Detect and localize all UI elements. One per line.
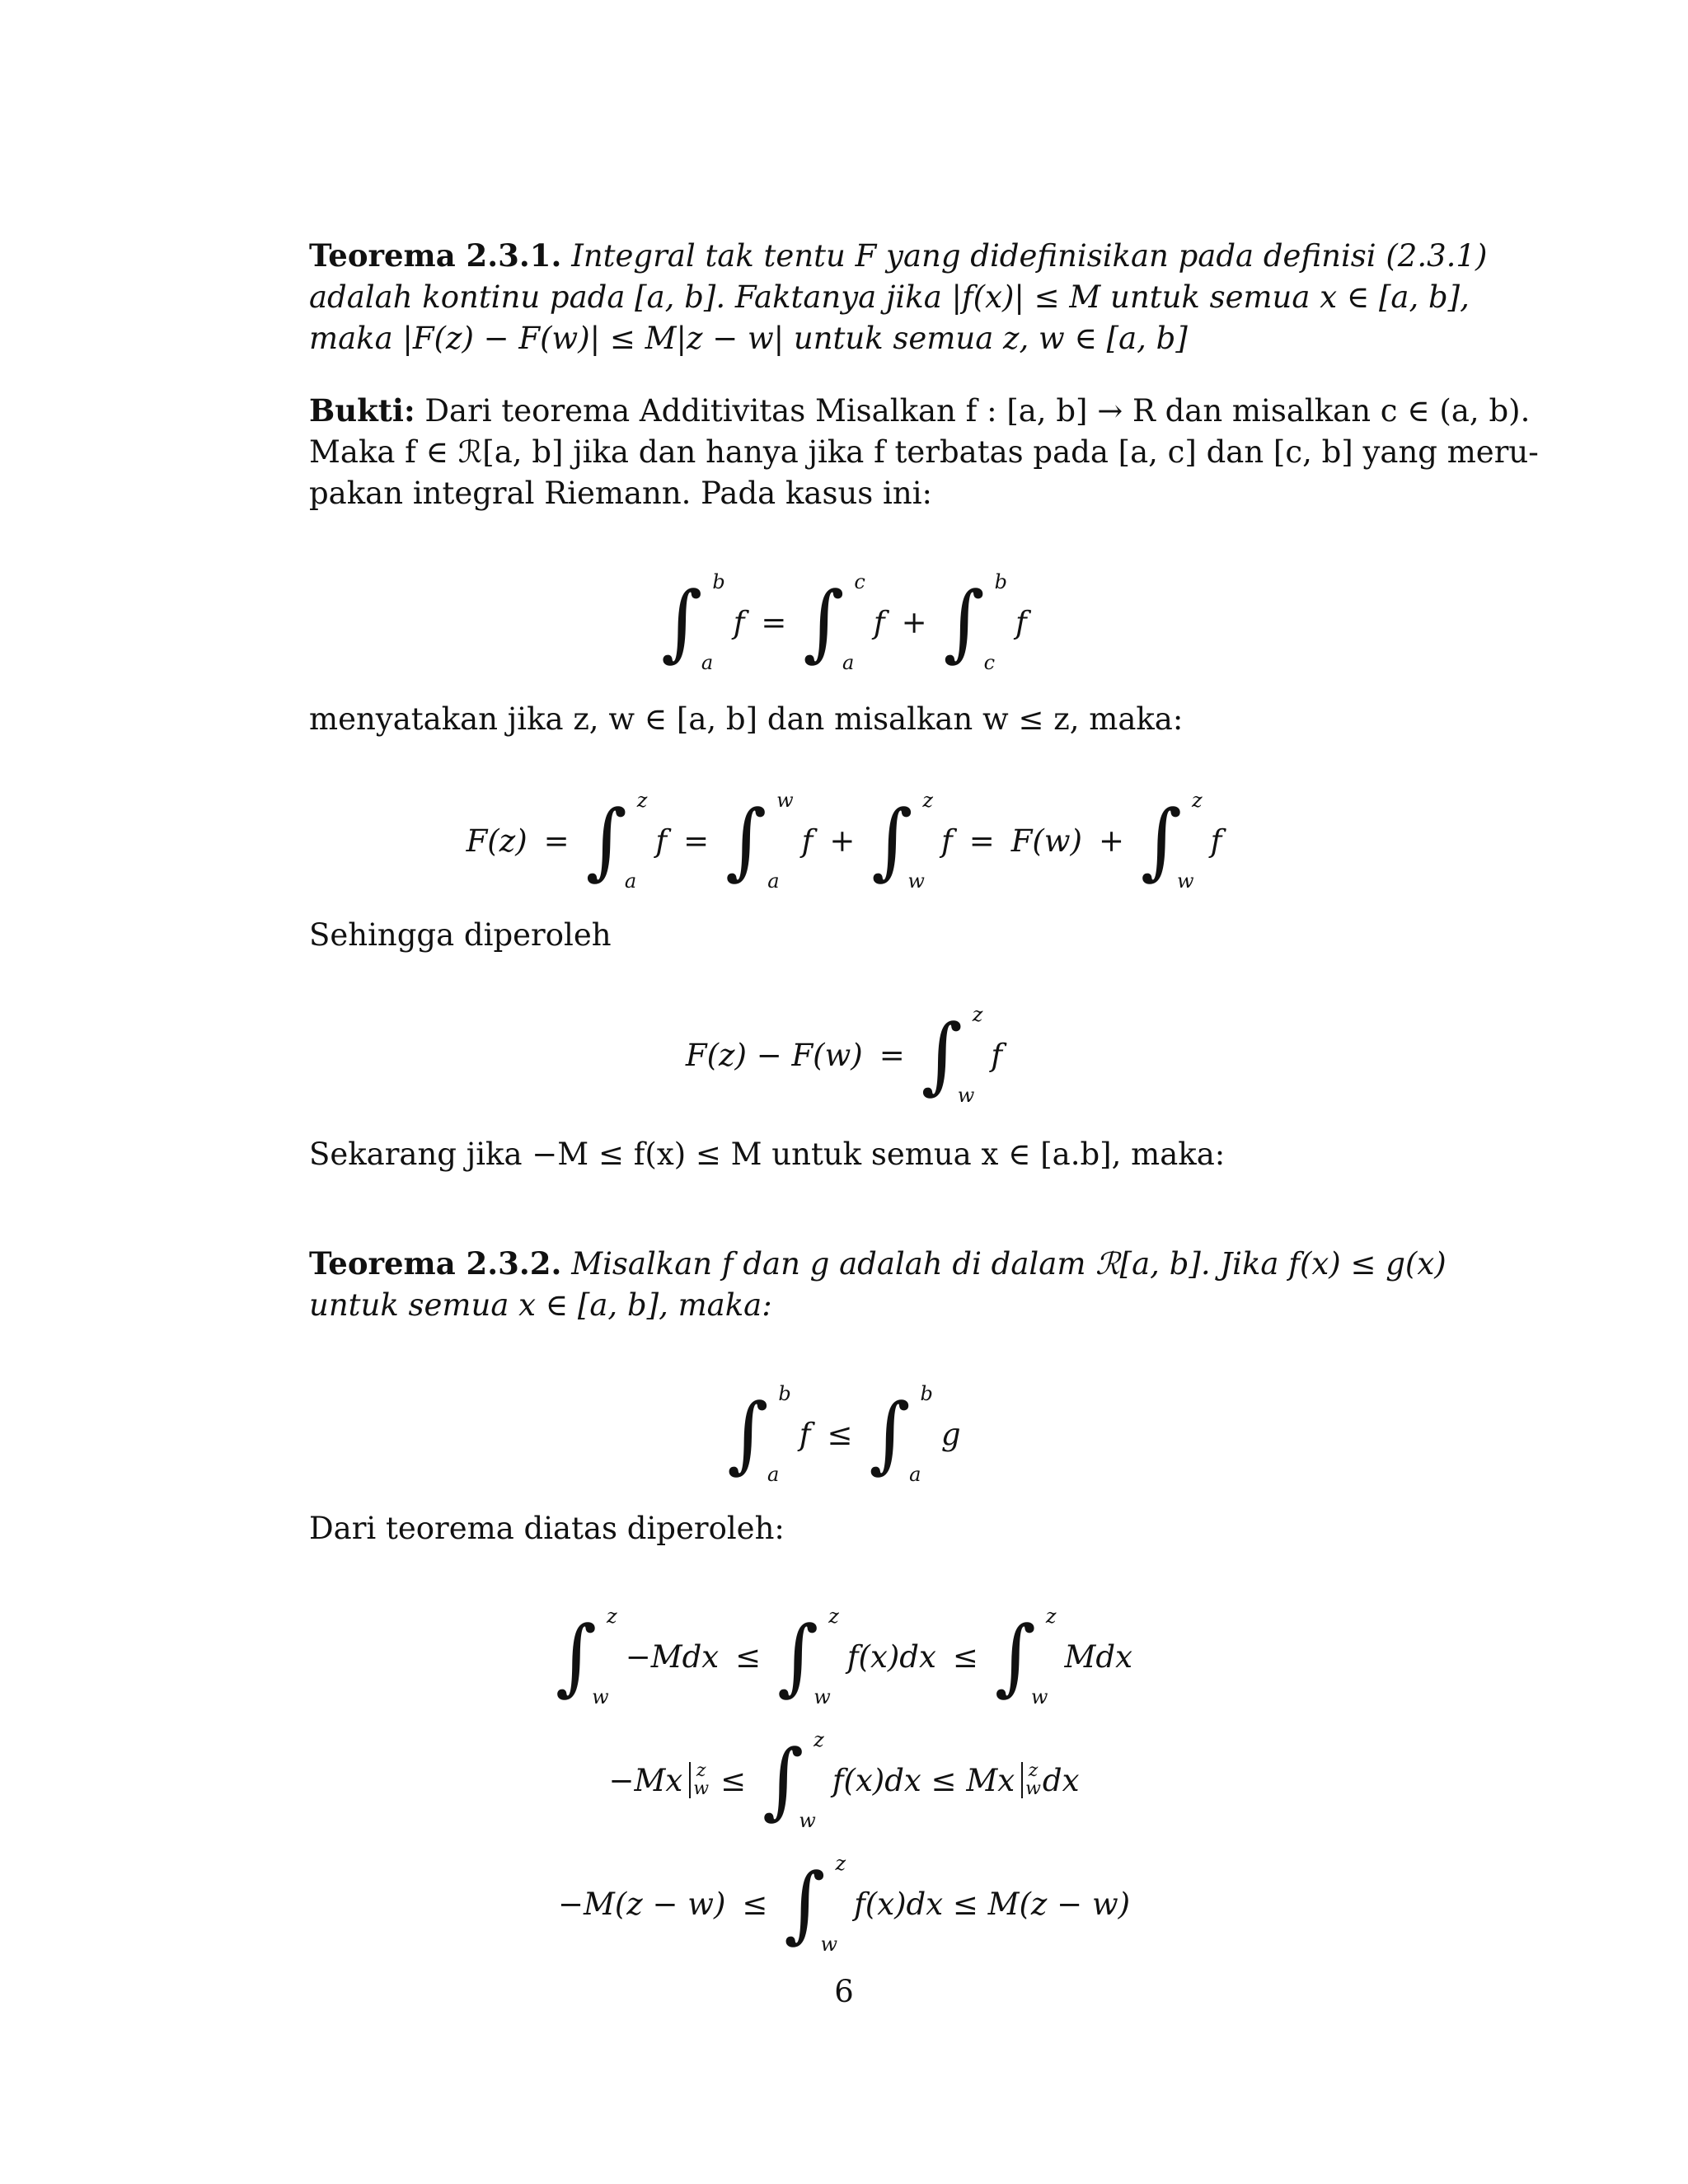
theorem-heading: Teorema 2.3.1.: [309, 237, 562, 274]
text-sekarang: Sekarang jika −M ≤ f(x) ≤ M untuk semua x ∈ [a.b], maka:: [309, 1137, 1226, 1172]
theorem-2-3-1: [309, 235, 1488, 359]
text-dari: Dari teorema diatas diperoleh:: [309, 1511, 785, 1546]
integral-sign: ∫ z w: [994, 1605, 1057, 1708]
theorem-line: untuk semua x ∈ [a, b], maka:: [309, 1287, 772, 1323]
proof-heading: Bukti:: [309, 392, 415, 429]
proof-paragraph: [309, 390, 1539, 514]
integral-sign: ∫ z w: [762, 1728, 824, 1832]
text-sehingga: Sehingga diperoleh: [309, 917, 612, 953]
integral-sign: ∫ z w: [921, 1003, 983, 1107]
equation-bounds-2: −Mx z w ≤ ∫ z w f(x)dx ≤ Mx z w dx: [608, 1728, 1080, 1832]
integral-sign: ∫ z a: [585, 789, 648, 893]
theorem-heading: Teorema 2.3.2.: [309, 1245, 562, 1282]
proof-line: Maka f ∈ ℛ[a, b] jika dan hanya jika f terbatas pada [a, c] dan [c, b] yang meru-: [309, 434, 1539, 470]
integral-sign: ∫ b a: [727, 1382, 791, 1486]
equation-bounds-1: ∫ z w −Mdx ≤ ∫ z w f(x)dx ≤ ∫ z w Mdx: [556, 1605, 1132, 1708]
proof-line: pakan integral Riemann. Pada kasus ini:: [309, 476, 932, 511]
equation-comparison: ∫ b a f ≤ ∫ b a g: [727, 1382, 961, 1486]
theorem-line: Integral tak tentu F yang didefinisikan pada definisi (2.3.1): [571, 238, 1488, 274]
integral-sign: ∫ b a: [661, 570, 725, 674]
integral-sign: ∫ z w: [871, 789, 934, 893]
integral-sign: ∫ c a: [803, 570, 865, 674]
integral-sign: ∫ z w: [556, 1605, 617, 1708]
evaluation-bar: z w: [689, 1762, 709, 1798]
integral-sign: ∫ z w: [777, 1605, 839, 1708]
theorem-line: adalah kontinu pada [a, b]. Faktanya jika |f(x)| ≤ M untuk semua x ∈ [a, b],: [309, 279, 1470, 315]
equation-bounds-3: −M(z − w) ≤ ∫ z w f(x)dx ≤ M(z − w): [557, 1852, 1131, 1956]
text-menyatakan: menyatakan jika z, w ∈ [a, b] dan misalkan w ≤ z, maka:: [309, 701, 1184, 737]
integral-sign: ∫ b a: [869, 1382, 933, 1486]
theorem-line: maka |F(z) − F(w)| ≤ M|z − w| untuk semua z, w ∈ [a, b]: [309, 321, 1188, 356]
integral-sign: ∫ z w: [1140, 789, 1203, 893]
equation-additivity: ∫ b a f = ∫ c a f + ∫ b c f: [661, 570, 1027, 674]
evaluation-bar: z w: [1021, 1762, 1041, 1798]
page-number: 6: [834, 1974, 854, 2009]
integral-sign: ∫ z w: [784, 1852, 846, 1956]
integral-sign: ∫ w a: [725, 789, 794, 893]
equation-difference: F(z) − F(w) = ∫ z w f: [685, 1003, 1003, 1107]
equation-F-z: F(z) = ∫ z a f = ∫ w a f + ∫ z w f = F(w) + ∫ z w f: [466, 789, 1222, 893]
proof-line: Dari teorema Additivitas Misalkan f : [a, b] → R dan misalkan c ∈ (a, b).: [424, 393, 1531, 429]
theorem-line: Misalkan f dan g adalah di dalam ℛ[a, b]. Jika f(x) ≤ g(x): [571, 1246, 1447, 1282]
theorem-2-3-2: [309, 1243, 1447, 1326]
integral-sign: ∫ b c: [943, 570, 1007, 674]
